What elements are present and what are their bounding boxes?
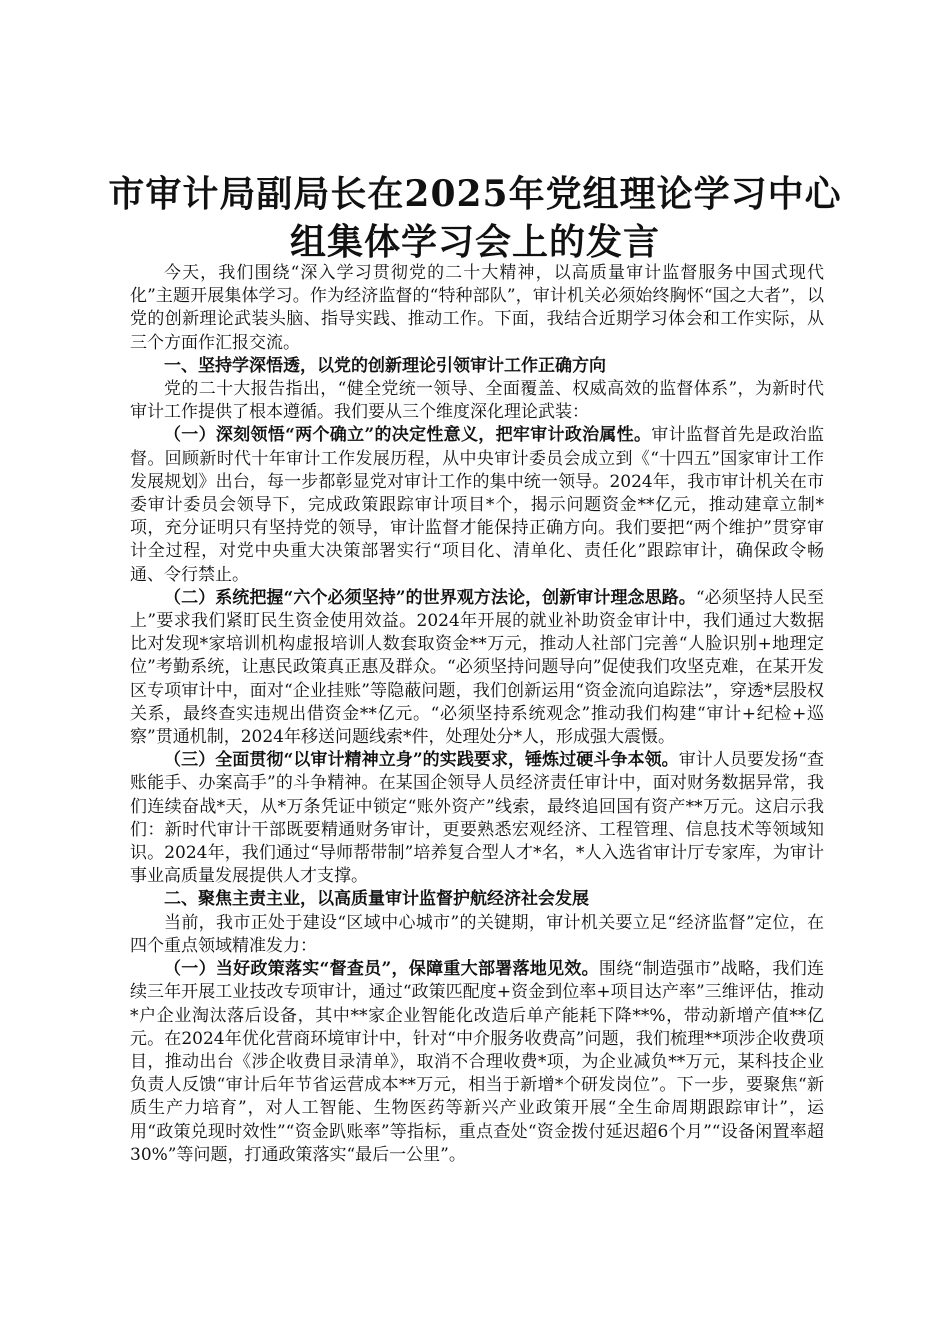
subsection-3-text: 审计人员要发扬“查账能手、办案高手”的斗争精神。在某国企领导人员经济责任审计中，面对财务数据异常，我们连续奋战*天，从*万条凭证中锁定“账外资产”线索，最终追回国有资产**万元。这启示我们：新时代审计干部既要精通财务审计，更要熟悉宏观经济、工程管理、信息技术等领域知识。2024年，我们通过“导师帮带制”培养复合型人才*名，*人入选省审计厅专家库，为审计事业高质量发展提供人才支撑。 (130, 750, 824, 887)
subsection-2-text: “必须坚持人民至上”要求我们紧盯民生资金使用效益。2024年开展的就业补助资金审计中，我们通过大数据比对发现*家培训机构虚报培训人数套取资金**万元，推动人社部门完善“人脸识别+地理定位”考勤系统，让惠民政策真正惠及群众。“必须坚持问题导向”促使我们攻坚克难，在某开发区专项审计中，面对“企业挂账”等隐蔽问题，我们创新运用“资金流向追踪法”，穿透*层股权关系，最终查实违规出借资金**亿元。“必须坚持系统观念”推动我们构建“审计+纪检+巡察”贯通机制，2024年移送问题线索*件，处理处分*人，形成强大震慑。 (130, 587, 824, 748)
subsection-3-title: （三）全面贯彻“以审计精神立身”的实践要求，锤炼过硬斗争本领。 (164, 750, 679, 771)
subsection-2-paragraph (130, 587, 824, 749)
section-1-intro-paragraph: 党的二十大报告指出，“健全党统一领导、全面覆盖、权威高效的监督体系”，为新时代审计工作提供了根本遵循。我们要从三个维度深化理论武装： (130, 379, 824, 423)
subsection-4-text: 围绕“制造强市”战略，我们连续三年开展工业技改专项审计，通过“政策匹配度+资金到位率+项目达产率”三维评估，推动*户企业淘汰落后设备，其中**家企业智能化改造后单产能耗下降**%，带动新增产值**亿元。在2024年优化营商环境审计中，针对“中介服务收费高”问题，我们梳理**项涉企收费项目，推动出台《涉企收费目录清单》，取消不合理收费*项，为企业减负**万元，某科技企业负责人反馈“审计后年节省运营成本**万元，相当于新增*个研发岗位”。下一步，要聚焦“新质生产力培育”，对人工智能、生物医药等新兴产业政策开展“全生命周期跟踪审计”，运用“政策兑现时效性”“资金趴账率”等指标，重点查处“资金拨付延迟超6个月”“设备闲置率超30%”等问题，打通政策落实“最后一公里”。 (130, 959, 824, 1165)
subsection-1-text: 审计监督首先是政治监督。回顾新时代十年审计工作发展历程，从中央审计委员会成立到《“十四五”国家审计工作发展规划》出台，每一步都彰显党对审计工作的集中统一领导。2024年，我市审计机关在市委审计委员会领导下，完成政策跟踪审计项目*个，揭示问题资金**亿元，推动建章立制*项，充分证明只有坚持党的领导，审计监督才能保持正确方向。我们要把“两个维护”贯穿审计全过程，对党中央重大决策部署实行“项目化、清单化、责任化”跟踪审计，确保政令畅通、令行禁止。 (130, 425, 825, 585)
subsection-4-title: （一）当好政策落实“督查员”，保障重大部署落地见效。 (164, 959, 599, 980)
document-title-line-2: 组集体学习会上的发言 (289, 221, 660, 263)
section-heading-1: 一、坚持学深悟透，以党的创新理论引领审计工作正确方向 (164, 355, 606, 376)
subsection-2-title: （二）系统把握“六个必须坚持”的世界观方法论，创新审计理念思路。 (164, 587, 696, 608)
subsection-3-paragraph (130, 749, 824, 888)
subsection-4-paragraph (130, 958, 824, 1167)
section-2-intro-paragraph: 当前，我市正处于建设“区域中心城市”的关键期，审计机关要立足“经济监督”定位，在四个重点领域精准发力： (130, 912, 824, 956)
intro-paragraph: 今天，我们围绕“深入学习贯彻党的二十大精神，以高质量审计监督服务中国式现代化”主题开展集体学习。作为经济监督的“特种部队”，审计机关必须始终胸怀“国之大者”，以党的创新理论武装头脑、指导实践、推动工作。下面，我结合近期学习体会和工作实际，从三个方面作汇报交流。 (130, 263, 824, 353)
subsection-1-paragraph (130, 424, 824, 586)
subsection-1-title: （一）深刻领悟“两个确立”的决定性意义，把牢审计政治属性。 (164, 425, 652, 446)
section-heading-2: 二、聚焦主责主业，以高质量审计监督护航经济社会发展 (164, 889, 589, 910)
document-body (130, 262, 824, 1167)
document-title-line-1: 市审计局副局长在2025年党组理论学习中心 (108, 173, 842, 215)
